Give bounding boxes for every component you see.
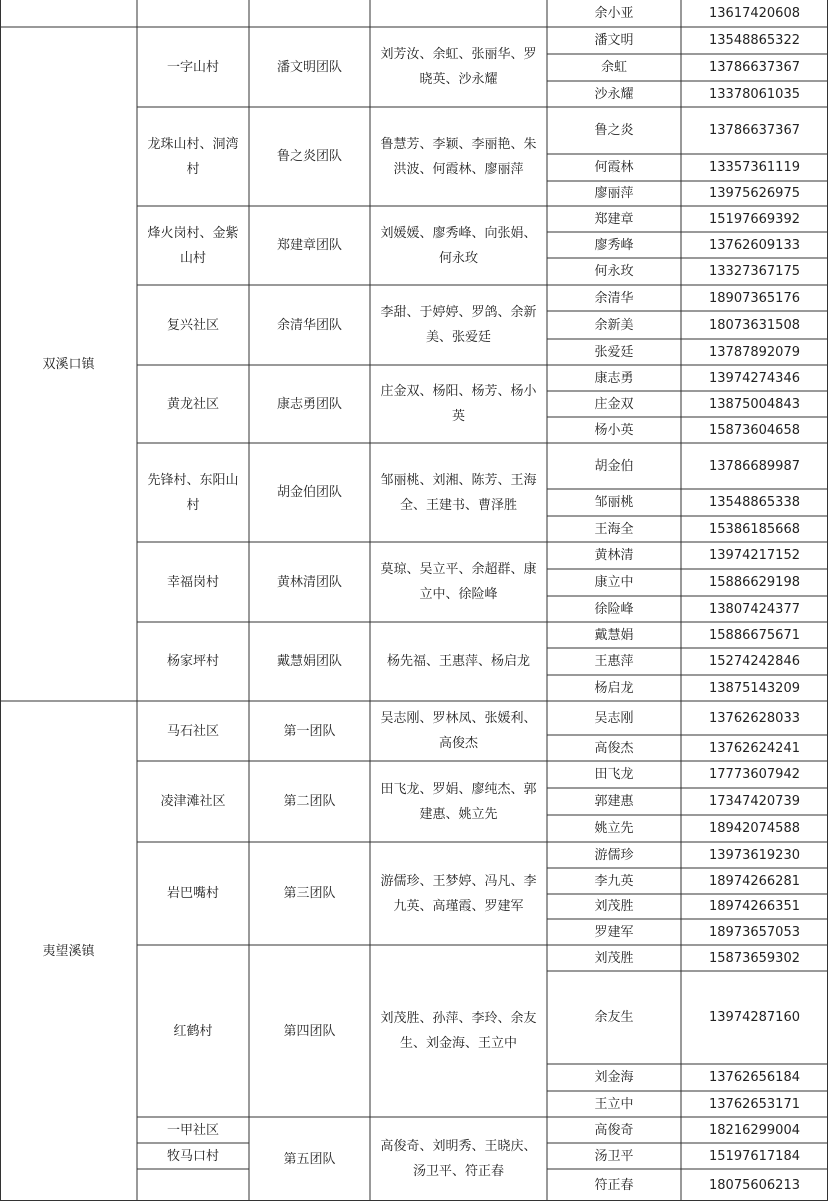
contact-name: 游儒珍 — [594, 847, 634, 863]
contact-phone: 18974266351 — [709, 899, 800, 914]
contact-phone: 15386185668 — [709, 521, 800, 537]
team-members: 邹丽桃、刘湘、陈芳、王海全、王建书、曹泽胜 — [380, 472, 537, 513]
contact-phone: 15197617184 — [709, 1148, 800, 1164]
contact-phone: 13548865338 — [709, 495, 800, 510]
team-name: 余清华团队 — [276, 317, 342, 333]
contact-phone: 18216299004 — [709, 1122, 800, 1138]
contact-name: 潘文明 — [594, 33, 634, 48]
contact-phone: 13974217152 — [709, 548, 800, 563]
team-members: 莫琼、吴立平、余超群、康立中、徐险峰 — [380, 562, 537, 602]
contact-name: 余小亚 — [594, 6, 634, 21]
team-members: 刘茂胜、孙萍、李玲、余友生、刘金海、王立中 — [380, 1011, 537, 1051]
team-name: 潘文明团队 — [276, 59, 342, 75]
contact-name: 康志勇 — [594, 370, 634, 386]
contact-name: 罗建军 — [594, 924, 634, 940]
contact-phone: 18973657053 — [709, 924, 800, 940]
contact-phone: 13786689987 — [709, 458, 800, 474]
team-name: 郑建章团队 — [276, 238, 342, 253]
team-members: 吴志刚、罗林凤、张媛利、高俊杰 — [380, 711, 537, 751]
team-members: 刘芳汝、余虹、张丽华、罗晓英、沙永耀 — [380, 47, 537, 87]
contact-phone: 15873659302 — [709, 950, 800, 966]
contact-phone: 13787892079 — [709, 344, 800, 360]
village-name: 马石社区 — [166, 723, 219, 739]
village-name: 杨家坪村 — [166, 654, 219, 669]
village-name: 龙珠山村、洞湾村 — [147, 136, 239, 177]
contact-phone: 18974266281 — [709, 873, 800, 889]
contact-name: 邹丽桃 — [594, 495, 634, 510]
contact-name: 康立中 — [594, 575, 634, 590]
contact-name: 黄林清 — [594, 548, 634, 563]
contact-phone: 15873604658 — [709, 422, 800, 438]
contact-name: 余虹 — [600, 60, 627, 75]
team-members: 庄金双、杨阳、杨芳、杨小英 — [380, 384, 537, 424]
team-name: 第四团队 — [283, 1023, 336, 1039]
village-name: 岩巴嘴村 — [166, 886, 219, 901]
contact-name: 何霞林 — [594, 160, 634, 175]
town-name: 夷望溪镇 — [42, 943, 95, 959]
village-name: 红鹤村 — [173, 1023, 213, 1039]
contact-name: 汤卫平 — [594, 1148, 634, 1164]
contact-phone: 13762653171 — [709, 1096, 800, 1112]
contact-phone: 18907365176 — [709, 290, 800, 306]
contact-phone: 13786637367 — [709, 123, 800, 138]
team-members: 游儒珍、王梦婷、冯凡、李九英、高瑾霞、罗建军 — [380, 873, 537, 914]
town-name: 双溪口镇 — [42, 356, 95, 372]
team-members: 鲁慧芳、李颖、李丽艳、朱洪波、何霞林、廖丽萍 — [380, 136, 537, 177]
team-name: 第一团队 — [283, 723, 336, 739]
contact-name: 沙永耀 — [594, 86, 634, 102]
contact-phone: 13973619230 — [709, 847, 800, 863]
contact-phone: 13807424377 — [709, 601, 800, 617]
contact-name: 庄金双 — [594, 396, 634, 412]
contact-name: 余新美 — [594, 317, 634, 333]
contact-name: 刘茂胜 — [594, 950, 634, 966]
contact-phone: 13875143209 — [709, 680, 800, 696]
team-members: 田飞龙、罗娟、廖纯杰、郭建惠、姚立先 — [380, 781, 537, 822]
contact-name: 余友生 — [594, 1010, 634, 1025]
contact-phone: 13762656184 — [709, 1070, 800, 1085]
village-name: 一甲社区 — [166, 1122, 219, 1138]
village-name: 复兴社区 — [166, 317, 219, 333]
contact-name: 余清华 — [594, 290, 634, 306]
contact-name: 刘茂胜 — [594, 899, 634, 914]
contact-name: 刘金海 — [594, 1070, 634, 1085]
team-members: 刘媛媛、廖秀峰、向张娟、何永玫 — [380, 225, 537, 266]
contact-name: 徐险峰 — [594, 601, 634, 617]
contact-phone: 18073631508 — [709, 317, 800, 333]
contact-phone: 18942074588 — [709, 821, 800, 836]
contact-name: 吴志刚 — [594, 710, 634, 726]
contact-name: 田飞龙 — [594, 767, 634, 782]
contact-name: 王立中 — [594, 1096, 634, 1112]
contact-name: 戴慧娟 — [594, 627, 634, 643]
contact-phone: 13327367175 — [709, 264, 800, 279]
contact-phone: 15886629198 — [709, 575, 800, 590]
contact-name: 胡金伯 — [594, 458, 634, 474]
contact-phone: 15886675671 — [709, 627, 800, 643]
contact-phone: 13762609133 — [709, 237, 800, 253]
contact-name: 廖秀峰 — [594, 237, 634, 253]
contact-phone: 13975626975 — [709, 186, 800, 201]
contact-phone: 13548865322 — [709, 33, 800, 48]
contact-name: 郑建章 — [594, 211, 634, 227]
village-name: 牧马口村 — [166, 1148, 219, 1164]
contact-phone: 13875004843 — [709, 396, 800, 412]
contact-name: 李九英 — [594, 873, 634, 889]
contact-name: 杨小英 — [594, 422, 634, 438]
village-name: 烽火岗村、金紫山村 — [147, 225, 239, 266]
contact-name: 王惠萍 — [594, 654, 634, 669]
village-name: 幸福岗村 — [166, 574, 219, 590]
contact-name: 何永玫 — [594, 264, 634, 279]
contact-name: 杨启龙 — [594, 680, 634, 696]
contact-phone: 13786637367 — [709, 60, 800, 75]
village-name: 黄龙社区 — [166, 396, 219, 412]
contact-name: 廖丽萍 — [594, 186, 634, 201]
contact-phone: 13974287160 — [709, 1010, 800, 1025]
contact-phone: 13378061035 — [709, 86, 800, 102]
team-name: 鲁之炎团队 — [276, 149, 342, 164]
contact-name: 姚立先 — [594, 821, 634, 836]
contact-name: 鲁之炎 — [594, 123, 634, 138]
team-name: 康志勇团队 — [276, 396, 342, 412]
contact-phone: 13357361119 — [709, 160, 800, 175]
team-members: 李甜、于婷婷、罗鸽、余新美、张爱廷 — [380, 305, 537, 345]
contact-phone: 13974274346 — [709, 370, 800, 386]
contact-phone: 17347420739 — [709, 794, 800, 809]
contact-name: 高俊奇 — [594, 1122, 634, 1138]
contact-name: 高俊杰 — [594, 740, 634, 756]
contact-phone: 13762628033 — [709, 710, 800, 726]
team-name: 第二团队 — [283, 794, 336, 809]
contact-name: 张爱廷 — [594, 344, 634, 360]
contact-phone: 13762624241 — [709, 740, 800, 756]
team-members: 高俊奇、刘明秀、王晓庆、汤卫平、符正春 — [380, 1139, 537, 1179]
village-name: 一字山村 — [166, 59, 219, 75]
team-name: 第五团队 — [283, 1151, 336, 1167]
village-name — [137, 1169, 249, 1201]
team-name: 第三团队 — [283, 886, 336, 901]
team-name: 黄林清团队 — [276, 574, 342, 590]
contact-phone: 13617420608 — [709, 6, 800, 21]
contact-phone: 18075606213 — [709, 1177, 800, 1193]
contact-phone: 17773607942 — [709, 767, 800, 782]
contact-name: 符正春 — [594, 1177, 634, 1193]
contact-name: 王海全 — [594, 521, 634, 537]
contact-phone: 15274242846 — [709, 654, 800, 669]
team-name: 胡金伯团队 — [276, 485, 342, 500]
contact-phone: 15197669392 — [709, 211, 800, 227]
team-name: 戴慧娟团队 — [276, 654, 342, 669]
village-name: 凌津滩社区 — [160, 794, 226, 809]
village-name: 先锋村、东阳山村 — [147, 472, 239, 513]
contact-name: 郭建惠 — [594, 794, 634, 809]
team-members: 杨先福、王惠萍、杨启龙 — [386, 654, 530, 669]
